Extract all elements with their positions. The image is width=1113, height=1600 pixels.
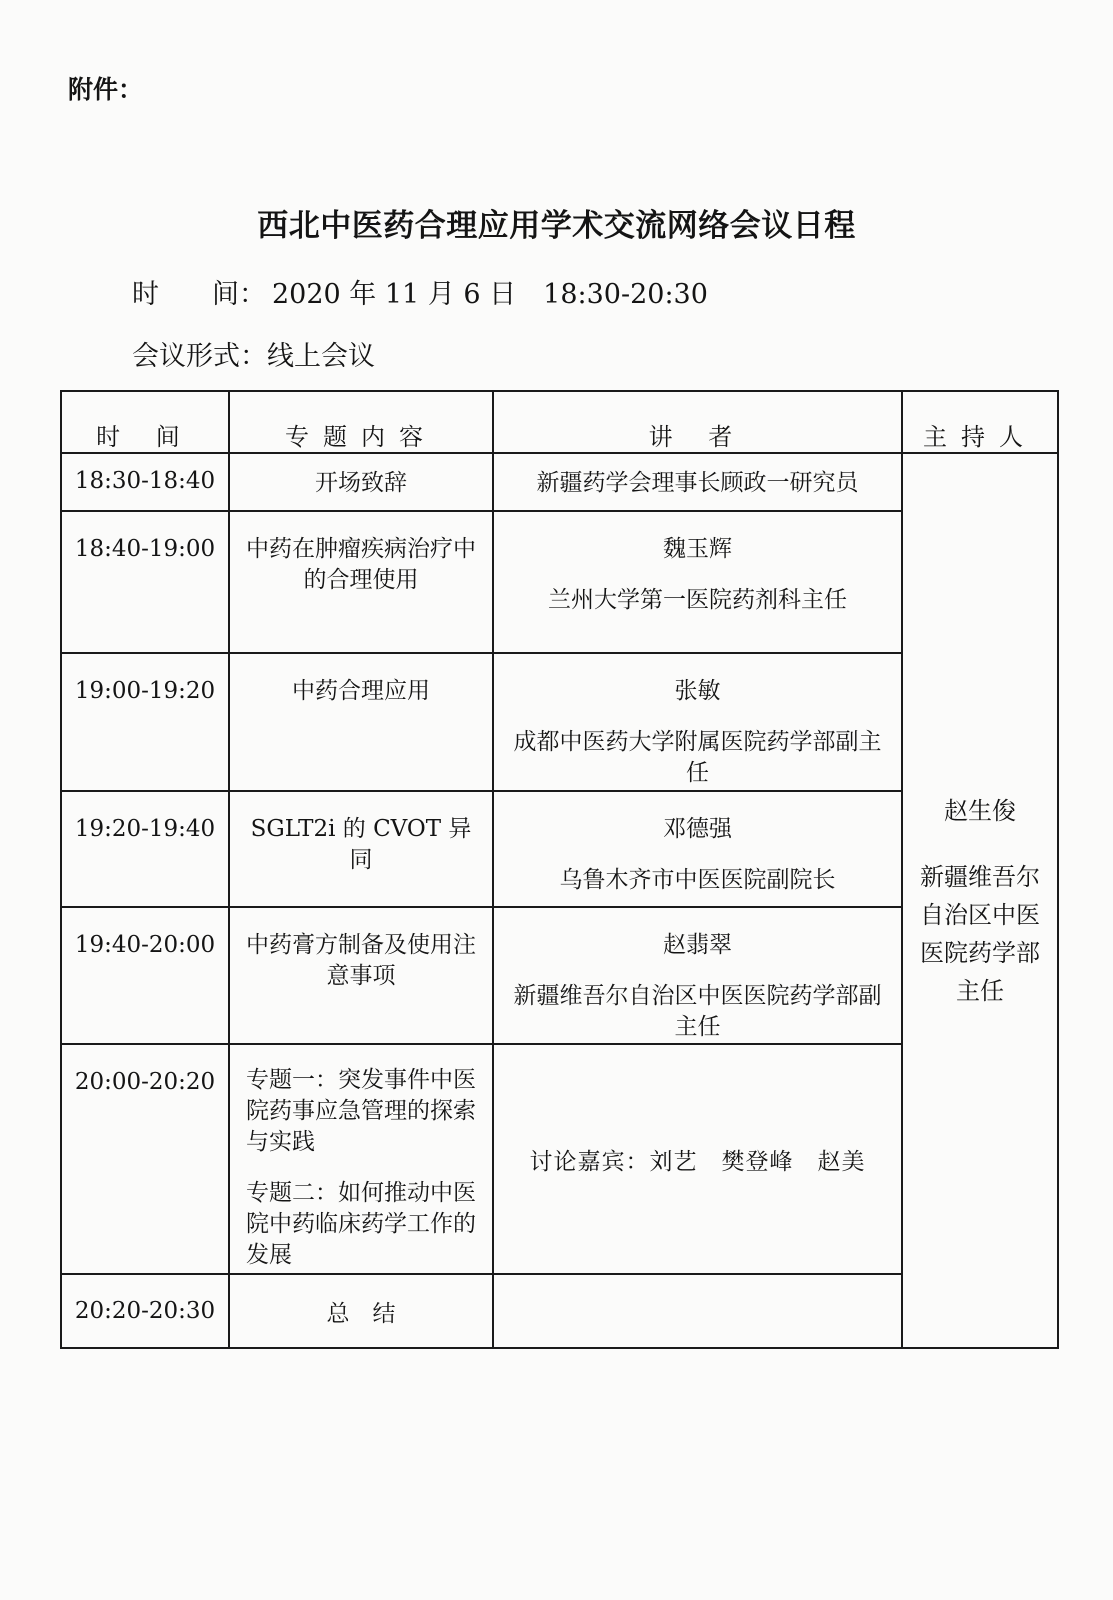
row-speaker <box>493 511 902 653</box>
row-speaker <box>493 653 902 791</box>
schedule-table <box>60 390 1059 1349</box>
topic-one: 专题一：突发事件中医院药事应急管理的探索与实践 <box>246 1067 476 1155</box>
row-speaker-empty <box>493 1274 902 1348</box>
speaker-name: 邓德强 <box>663 816 732 842</box>
row-topic: 开场致辞 <box>229 453 493 511</box>
header-time: 时 间 <box>61 391 229 453</box>
header-topic: 专题内容 <box>229 391 493 453</box>
meeting-time <box>132 272 708 311</box>
row-time: 20:00-20:20 <box>61 1044 229 1274</box>
speaker-role: 新疆维吾尔自治区中医医院药学部副主任 <box>513 983 882 1040</box>
row-time: 19:20-19:40 <box>61 791 229 907</box>
row-topic: SGLT2i 的 CVOT 异同 <box>229 791 493 907</box>
page-title: 西北中医药合理应用学术交流网络会议日程 <box>257 208 856 244</box>
host-cell <box>902 453 1058 1348</box>
topic-two: 专题二：如何推动中医院中药临床药学工作的发展 <box>246 1180 476 1268</box>
time-label-1: 时 <box>132 279 159 310</box>
host-name: 赵生俊 <box>944 796 1016 825</box>
row-topic <box>229 1044 493 1274</box>
header-speaker: 讲 者 <box>493 391 902 453</box>
row-topic: 总 结 <box>229 1274 493 1348</box>
time-value: 2020 年 11 月 6 日 18:30-20:30 <box>272 279 708 310</box>
host-role: 新疆维吾尔自治区中医医院药学部主任 <box>920 862 1040 1005</box>
attachment-label: 附件： <box>68 75 144 104</box>
format-value: 线上会议 <box>267 341 375 372</box>
discussion-guests: 讨论嘉宾：刘艺 樊登峰 赵美 <box>493 1044 902 1274</box>
speaker-name: 赵翡翠 <box>663 932 732 958</box>
row-time: 19:40-20:00 <box>61 907 229 1044</box>
row-time: 19:00-19:20 <box>61 653 229 791</box>
speaker-role: 乌鲁木齐市中医医院副院长 <box>559 867 836 893</box>
row-topic: 中药合理应用 <box>229 653 493 791</box>
row-speaker <box>493 907 902 1044</box>
row-topic: 中药膏方制备及使用注意事项 <box>229 907 493 1044</box>
speaker-name: 魏玉辉 <box>663 536 732 562</box>
time-label-2: 间： <box>212 279 266 310</box>
speaker-name: 张敏 <box>674 678 721 704</box>
row-time: 18:40-19:00 <box>61 511 229 653</box>
table-header-row <box>61 391 1058 453</box>
row-time: 18:30-18:40 <box>61 453 229 511</box>
meeting-format <box>132 334 375 373</box>
format-label: 会议形式： <box>132 341 267 372</box>
row-speaker <box>493 453 902 511</box>
speaker-role: 兰州大学第一医院药剂科主任 <box>548 587 847 613</box>
speaker-role: 成都中医药大学附属医院药学部副主任 <box>513 729 882 786</box>
row-speaker <box>493 791 902 907</box>
row-time: 20:20-20:30 <box>61 1274 229 1348</box>
speaker-name: 新疆药学会理事长顾政一研究员 <box>536 470 859 496</box>
header-host: 主持人 <box>902 391 1058 453</box>
table-row <box>61 453 1058 511</box>
row-topic: 中药在肿瘤疾病治疗中的合理使用 <box>229 511 493 653</box>
